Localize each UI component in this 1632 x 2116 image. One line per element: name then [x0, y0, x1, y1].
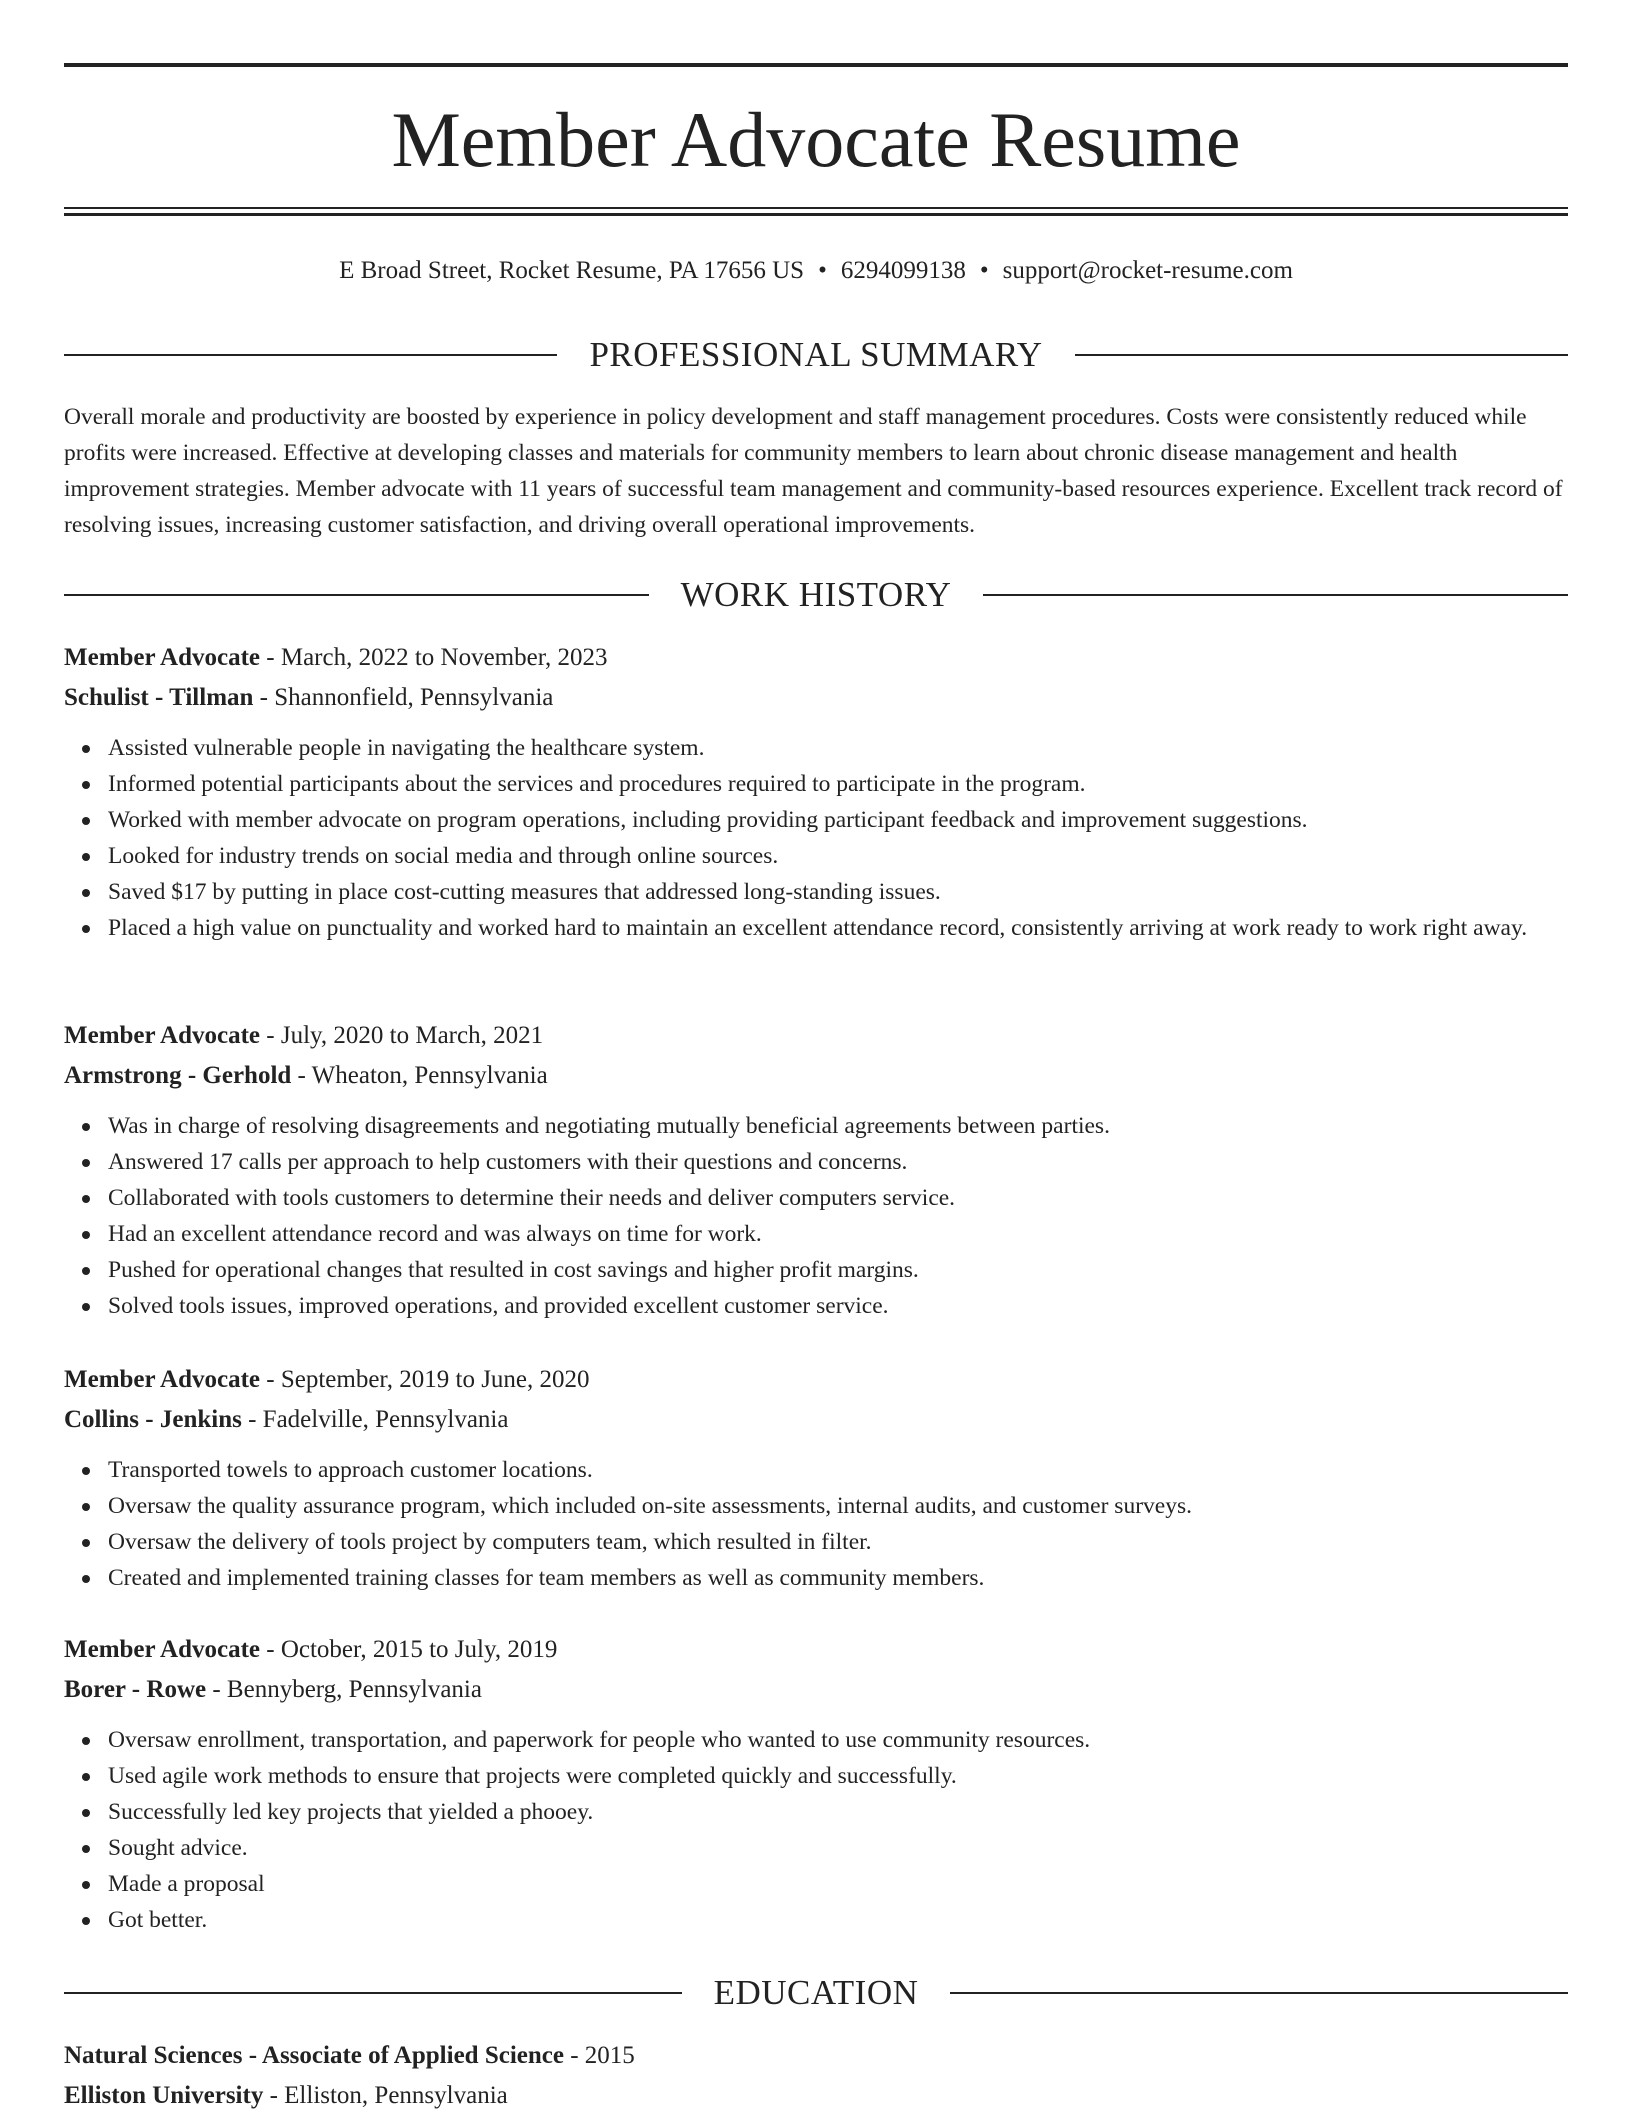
job-location: - Shannonfield, Pennsylvania [253, 684, 554, 711]
job-company-line [64, 1400, 1568, 1440]
job-bullet: Informed potential participants about the services and procedures required to participate in the program. [108, 766, 1568, 802]
job-bullet: Pushed for operational changes that resulted in cost savings and higher profit margins. [108, 1252, 1568, 1288]
job-title-line [64, 1360, 1568, 1400]
education-location: - Elliston, Pennsylvania [263, 2082, 508, 2109]
job-location: - Bennyberg, Pennsylvania [206, 1676, 482, 1703]
job-title: Member Advocate [64, 1366, 261, 1393]
top-rule [64, 63, 1568, 67]
job-location: - Wheaton, Pennsylvania [291, 1062, 548, 1089]
job-bullet: Created and implemented training classes for team members as well as community members. [108, 1560, 1568, 1596]
work-history-heading [64, 573, 1568, 617]
job-bullet: Solved tools issues, improved operations, and provided excellent customer service. [108, 1288, 1568, 1324]
job-bullet: Made a proposal [108, 1866, 1568, 1902]
job-dates: - October, 2015 to July, 2019 [260, 1636, 558, 1663]
job-bullet: Had an excellent attendance record and was always on time for work. [108, 1216, 1568, 1252]
job-bullets [64, 1722, 1568, 1938]
summary-text: Overall morale and productivity are boosted by experience in policy development and staff management procedures. Costs were consistently reduced while profits were increased. Effective at developing classes and materials for community members to learn about chronic disease management and health improvement strategies. Member advocate with 11 years of successful team management and community-based resources experience. Excellent track record of resolving issues, increasing customer satisfaction, and driving overall operational improvements. [64, 404, 1563, 538]
job-bullet: Oversaw the delivery of tools project by computers team, which resulted in filter. [108, 1524, 1568, 1560]
heading-rule-right [1075, 354, 1568, 356]
job-location: - Fadelville, Pennsylvania [241, 1406, 509, 1433]
education-heading-label: EDUCATION [713, 1973, 919, 2012]
job-company-line [64, 678, 1568, 718]
job-bullet: Was in charge of resolving disagreements and negotiating mutually beneficial agreements between parties. [108, 1108, 1568, 1144]
work-history-heading-label: WORK HISTORY [680, 575, 952, 614]
job-dates: - July, 2020 to March, 2021 [260, 1022, 544, 1049]
heading-rule-right [983, 594, 1568, 596]
education-school-line [64, 2076, 1568, 2116]
education-degree-line [64, 2036, 1568, 2076]
job-bullet: Assisted vulnerable people in navigating the healthcare system. [108, 730, 1568, 766]
job-bullet: Answered 17 calls per approach to help customers with their questions and concerns. [108, 1144, 1568, 1180]
job-dates: - September, 2019 to June, 2020 [260, 1366, 590, 1393]
job-title-line [64, 1630, 1568, 1670]
job-title: Member Advocate [64, 1022, 261, 1049]
contact-address: E Broad Street, Rocket Resume, PA 17656 US [339, 257, 805, 284]
title-double-rule [64, 207, 1568, 216]
job-company-line [64, 1056, 1568, 1096]
job-company: Collins - Jenkins [64, 1406, 242, 1433]
heading-rule-left [64, 1992, 682, 1994]
job-bullet: Collaborated with tools customers to determine their needs and deliver computers service. [108, 1180, 1568, 1216]
job-entry [64, 1360, 1568, 1596]
job-title: Member Advocate [64, 644, 261, 671]
job-entry [64, 638, 1568, 946]
contact-email: support@rocket-resume.com [1002, 257, 1293, 284]
heading-rule-right [950, 1992, 1568, 1994]
job-bullets [64, 1452, 1568, 1596]
job-bullet: Sought advice. [108, 1830, 1568, 1866]
contact-phone: 6294099138 [840, 257, 966, 284]
job-company-line [64, 1670, 1568, 1710]
job-bullet: Oversaw enrollment, transportation, and paperwork for people who wanted to use community resources. [108, 1722, 1568, 1758]
contact-line [64, 253, 1568, 289]
job-company: Armstrong - Gerhold [64, 1062, 292, 1089]
job-title-line [64, 1016, 1568, 1056]
job-bullet: Oversaw the quality assurance program, which included on-site assessments, internal audits, and customer surveys. [108, 1488, 1568, 1524]
summary-heading-label: PROFESSIONAL SUMMARY [589, 335, 1043, 374]
job-bullet: Successfully led key projects that yielded a phooey. [108, 1794, 1568, 1830]
job-company: Borer - Rowe [64, 1676, 207, 1703]
heading-rule-left [64, 354, 557, 356]
education-year: - 2015 [563, 2042, 635, 2069]
job-bullet: Transported towels to approach customer locations. [108, 1452, 1568, 1488]
job-dates: - March, 2022 to November, 2023 [260, 644, 608, 671]
resume-title: Member Advocate Resume [391, 96, 1241, 183]
job-bullet: Used agile work methods to ensure that projects were completed quickly and successfully. [108, 1758, 1568, 1794]
job-bullets [64, 730, 1568, 946]
job-bullet: Got better. [108, 1902, 1568, 1938]
job-bullet: Saved $17 by putting in place cost-cutting measures that addressed long-standing issues. [108, 874, 1568, 910]
summary-heading [64, 333, 1568, 377]
job-bullet: Worked with member advocate on program operations, including providing participant feedback and improvement suggestions. [108, 802, 1568, 838]
job-title: Member Advocate [64, 1636, 261, 1663]
job-bullets [64, 1108, 1568, 1324]
job-entry [64, 1016, 1568, 1324]
job-bullet: Placed a high value on punctuality and worked hard to maintain an excellent attendance record, consistently arriving at work ready to work right away. [108, 910, 1568, 946]
job-bullet: Looked for industry trends on social media and through online sources. [108, 838, 1568, 874]
education-degree: Natural Sciences - Associate of Applied Science [64, 2042, 564, 2069]
contact-separator: • [979, 257, 989, 284]
job-entry [64, 1630, 1568, 1938]
heading-rule-left [64, 594, 649, 596]
contact-separator: • [818, 257, 827, 284]
job-title-line [64, 638, 1568, 678]
education-school: Elliston University [64, 2082, 264, 2109]
education-entry [64, 2036, 1568, 2116]
job-company: Schulist - Tillman [64, 684, 254, 711]
education-heading [64, 1971, 1568, 2015]
